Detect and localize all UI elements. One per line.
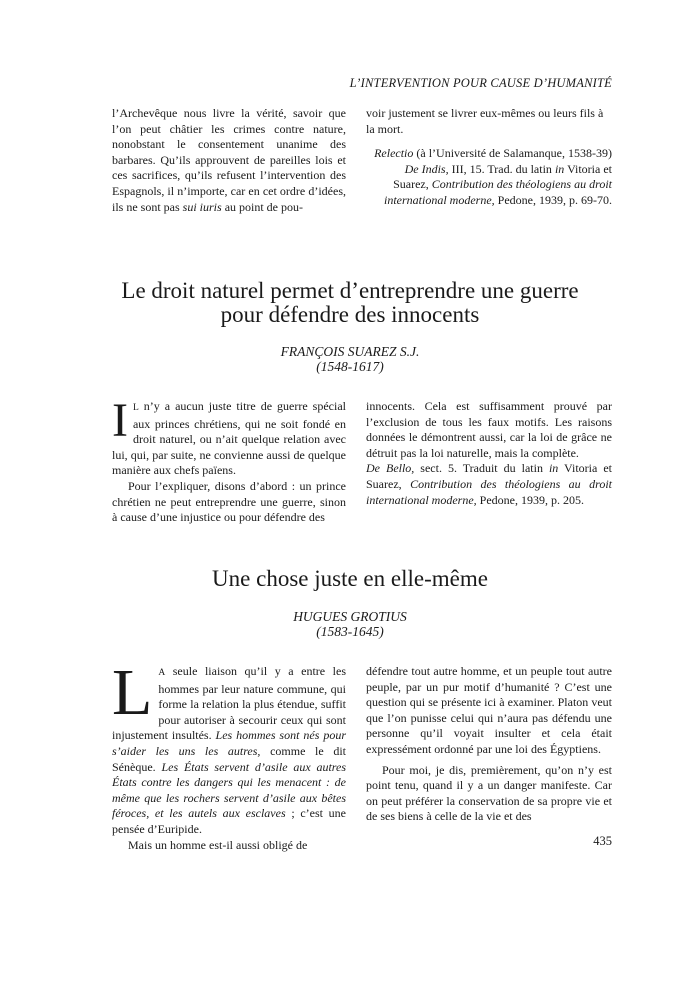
citation-book: Contribution des théologiens au droit international moderne, (366, 476, 612, 507)
section1-dates: (1548-1617) (316, 359, 384, 374)
section2-quote: Les hommes sont nés pour s’aider les uns les autres, (112, 728, 346, 758)
section2-right-paragraph2: Pour moi, je dis, premièrement, qu’on n’y est point tenu, quand il y a un danger manifeste. Car on peut préférer la conservation de sa propre vie et de ses biens à celle de la vie et des (366, 762, 612, 824)
section1-title-line2: pour défendre des innocents (220, 302, 480, 327)
section1-paragraph1-text: n’y a aucun juste titre de guerre spécial aux princes chrétiens, qui ne soit fondé en droit naturel, ou n’ait quelque relation avec lui, qui, par suite, ne convienne aussi de quelque manière aux chefs païens. (112, 399, 346, 478)
section1-author: FRANÇOIS SUAREZ S.J. (280, 344, 420, 359)
section1-smallcap: L (132, 403, 139, 413)
page-number: 435 (593, 834, 612, 848)
section2-author: HUGUES GROTIUS (293, 609, 407, 624)
section1-paragraph2: Pour l’expliquer, disons d’abord : un prince chrétien ne peut entreprendre une guerre, sinon à cause d’une injustice ou pour défendre des (112, 478, 346, 525)
section2-title: Une chose juste en elle-même (212, 566, 488, 591)
citation-italic: in (554, 161, 565, 176)
section1-title-line1: Le droit naturel permet d’entreprendre une guerre (121, 278, 579, 303)
section2-text: ; c’est une pensée d’Euripide. (112, 806, 347, 836)
citation-text: sect. 5. Traduit du latin (414, 461, 549, 476)
section1-paragraph1 (112, 394, 346, 479)
top-left-text: l’Archevêque nous livre la vérité, savoir que l’on peut châtier les crimes contre nature, nonobstant le consentement unanime des barbares. Qu’ils approuvent de pareilles lois et ces sacrifices, qu’ils refusent l’intervention des Espagnols, il n’importe, car en cet ordre d’idées, ils ne sont pas (112, 106, 346, 214)
section2-dropcap: L (112, 656, 153, 729)
top-left-italic: sui iuris (182, 199, 222, 214)
section2-quote: Les États servent d’asile aux autres États contre les dangers qui les menacent : de même que les rochers servent d’asile aux bêtes féroces, et les autels aux esclaves (112, 759, 347, 821)
section2-paragraph2: Mais un homme est-il aussi obligé de (128, 837, 308, 852)
section2-right-paragraph1: défendre tout autre homme, et un peuple tout autre peuple, par un pur motif d’humanité ? C’est une question qui se présente ici à examiner. Platon veut que l’on punisse celui qui n’aura pas défendu une personne qu’il voyait insulter et cela était expressément ordonné par une loi des Égyptiens. (366, 664, 612, 756)
citation-text: III, 15. Trad. du latin (448, 161, 555, 176)
section2-text: comme le dit Sénèque. (112, 743, 346, 774)
top-left-text-end: au point de pou- (221, 199, 304, 214)
section1-right-column (366, 399, 612, 508)
citation-text: Vitoria et Suarez, (366, 461, 612, 491)
section2-paragraph1 (112, 656, 347, 838)
citation-italic: in (548, 461, 559, 476)
top-left-paragraph (112, 106, 346, 215)
section2-text: seule liaison qu’il y a entre les hommes par leur nature commune, qui forme la relation la plus étendue, suffit pour autoriser à secourir ceux qui sont injustement insultés. (112, 664, 346, 743)
top-right-column (366, 106, 612, 209)
top-right-paragraph: voir justement se livrer eux-mêmes ou leurs fils à la mort. (366, 106, 604, 136)
section1-right-paragraph: innocents. Cela est suffisamment prouvé par l’exclusion de tous les faux motifs. Les raisons données le démontrent aussi, car la loi de grâce ne détruit pas la loi naturelle, mais la complète. (366, 399, 612, 460)
section1-citation (366, 461, 612, 508)
top-left-column (112, 106, 346, 215)
citation-text: Pedone, 1939, p. 69-70. (494, 192, 612, 207)
citation-text: (à l’Université de Salamanque, 1538-39) (413, 146, 612, 161)
citation-work: Relectio (374, 146, 414, 161)
citation-work: De Bello, (366, 461, 415, 476)
running-head: L’INTERVENTION POUR CAUSE D’HUMANITÉ (349, 76, 612, 90)
section2-left-column (112, 656, 347, 853)
citation-book: Contribution des théologiens au droit international moderne, (384, 177, 612, 207)
section2-right-column (366, 664, 612, 825)
citation-text: Pedone, 1939, p. 205. (476, 492, 584, 507)
section1-dropcap: I (112, 394, 128, 447)
citation-text: Vitoria et Suarez, (393, 161, 612, 192)
section2-dates: (1583-1645) (316, 624, 384, 639)
section1-left-column (112, 394, 346, 526)
citation-work: De Indis, (404, 161, 449, 176)
section2-smallcap: A (158, 668, 166, 678)
top-citation (366, 146, 612, 208)
